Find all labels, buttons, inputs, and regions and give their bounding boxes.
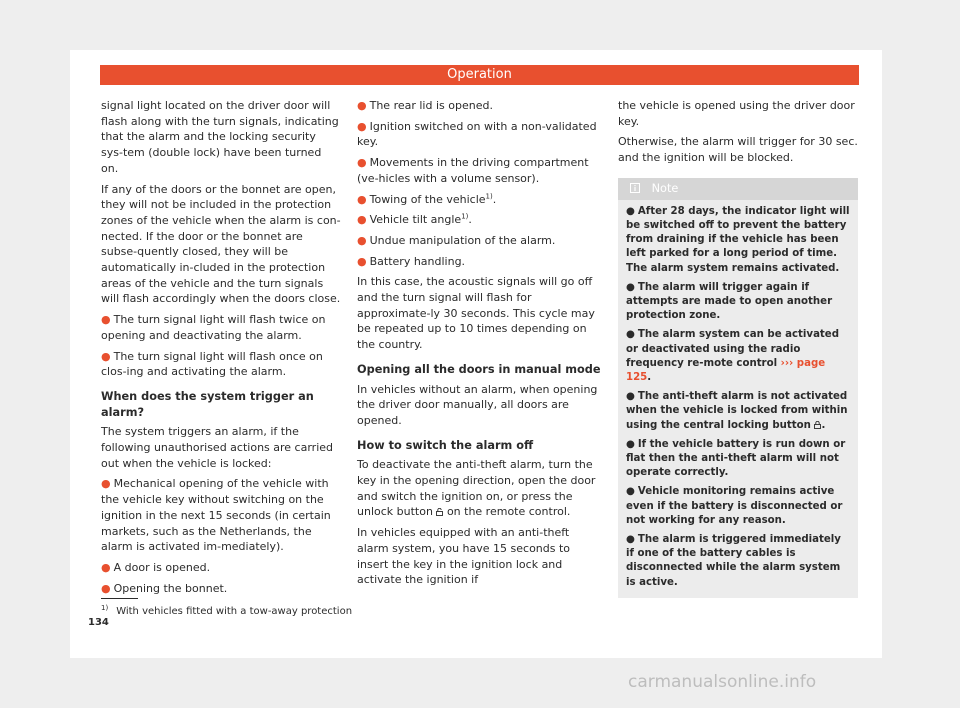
page-link[interactable]: page 125: [626, 357, 826, 384]
page-number: 134: [88, 617, 109, 628]
paragraph: signal light located on the driver door will flash along with the turn signals, indicating that the alarm and the locking security sys-tem (double lock) have been turned on.: [101, 99, 339, 175]
bullet-icon: ●: [101, 477, 111, 491]
footnote-ref: 1): [485, 191, 493, 200]
unlock-icon: [436, 508, 443, 516]
footnote: [101, 605, 352, 619]
bullet-item: ● Opening the bonnet.: [101, 581, 228, 595]
bullet-item: ● The turn signal light will flash once on clos-ing and activating the alarm.: [101, 349, 323, 379]
bullet-item: ● Undue manipulation of the alarm.: [357, 233, 556, 247]
bullet-item: ● The turn signal light will flash twice on opening and deactivating the alarm.: [101, 313, 326, 342]
bullet-icon: ●: [101, 560, 111, 574]
bullet-icon: ●: [357, 254, 367, 268]
bullet-icon: ●: [101, 349, 111, 363]
paragraph: If any of the doors or the bonnet are open, they will not be included in the protection zones of the vehicle when the alarm is con-nected. If the door or the bonnet are subse-quently closed, they will be automatically in-cluded in the protection areas of the vehicle and the turn signals will flash accordingly when the doors close.: [101, 182, 341, 306]
bullet-item: ● The rear lid is opened.: [357, 99, 493, 112]
note-item: ● The alarm system can be activated or deactivated using the radio frequency re-mote control ››› page 125.: [626, 329, 840, 384]
paragraph: the vehicle is opened using the driver door key.: [618, 99, 855, 128]
bullet-icon: ●: [626, 281, 635, 293]
bullet-icon: ●: [357, 119, 367, 133]
subheading: When does the system trigger an alarm?: [101, 389, 314, 419]
footnote-marker: 1): [101, 603, 109, 612]
section-header: [100, 65, 859, 85]
footnote-ref: 1): [461, 212, 469, 221]
column-right: [618, 98, 858, 598]
bullet-item: ● A door is opened.: [101, 560, 211, 574]
bullet-icon: ●: [626, 205, 635, 217]
note-label: Note: [651, 181, 679, 195]
paragraph: In vehicles without an alarm, when opening the driver door manually, all doors are opened.: [357, 382, 598, 427]
watermark: carmanualsonline.info: [628, 672, 817, 692]
bullet-icon: ●: [626, 391, 635, 403]
footnote-divider: [101, 598, 138, 599]
note-item: ● The anti-theft alarm is not activated when the vehicle is locked from within using the central locking button .: [626, 391, 848, 431]
note-item: ● Vehicle monitoring remains active even if the battery is disconnected or not working for any reason.: [626, 486, 843, 526]
paragraph: The system triggers an alarm, if the following unauthorised actions are carried out when the vehicle is locked:: [101, 425, 333, 470]
bullet-icon: ●: [626, 486, 635, 498]
paragraph: Otherwise, the alarm will trigger for 30 sec. and the ignition will be blocked.: [618, 135, 858, 165]
column-left: [101, 98, 341, 601]
paragraph: To deactivate the anti-theft alarm, turn the key in the opening direction, open the door and switch the ignition on, or press the unlock button on the remote control.: [357, 458, 596, 519]
bullet-item: ● Vehicle tilt angle$^{1)}$.: [357, 212, 472, 227]
subheading: How to switch the alarm off: [357, 438, 534, 452]
arrow-icon: ›››: [780, 357, 794, 369]
bullet-icon: ●: [357, 233, 367, 247]
footnote-text: With vehicles fitted with a tow-away protection: [116, 606, 353, 617]
bullet-item: ● Movements in the driving compartment (ve-hicles with a volume sensor).: [357, 156, 589, 185]
bullet-icon: ●: [357, 192, 367, 206]
column-middle: [357, 98, 603, 593]
bullet-item: ● Battery handling.: [357, 254, 466, 268]
note-header: [618, 178, 858, 200]
bullet-icon: ●: [626, 438, 635, 450]
note-item: ● The alarm is triggered immediately if one of the battery cables is disconnected while the alarm system is active.: [626, 534, 841, 588]
bullet-item: ● Ignition switched on with a non-validated key.: [357, 119, 597, 149]
paragraph: In vehicles equipped with an anti-theft alarm system, you have 15 seconds to insert the key in the ignition lock and activate the ignition if: [357, 526, 571, 587]
bullet-icon: ●: [626, 534, 635, 546]
note-box: [618, 178, 858, 598]
bullet-icon: ●: [626, 329, 635, 341]
bullet-item: ● Mechanical opening of the vehicle with the vehicle key without switching on the ignition in the next 15 seconds (in certain markets, such as the Netherlands, the alarm is activated im-mediately).: [101, 477, 331, 554]
section-title: Operation: [447, 67, 512, 82]
bullet-icon: ●: [357, 99, 367, 112]
bullet-icon: ●: [357, 156, 367, 170]
bullet-icon: ●: [101, 313, 111, 327]
note-item: ● The alarm will trigger again if attempts are made to open another protection zone.: [626, 281, 833, 322]
bullet-item: ● Towing of the vehicle$^{1)}$.: [357, 191, 497, 206]
info-icon: [630, 183, 640, 193]
bullet-icon: ●: [101, 581, 111, 595]
bullet-icon: ●: [357, 213, 367, 227]
note-item: ● If the vehicle battery is run down or flat then the anti-theft alarm will not operate correctly.: [626, 438, 846, 479]
subheading: Opening all the doors in manual mode: [357, 362, 601, 376]
paragraph: In this case, the acoustic signals will go off and the turn signal will flash for approximate-ly 30 seconds. This cycle may be repeated up to 10 times depending on the country.: [357, 275, 595, 352]
note-item: ● After 28 days, the indicator light will be switched off to prevent the battery from draining if the vehicle has been left parked for a long period of time. The alarm system remains activated.: [626, 205, 850, 274]
